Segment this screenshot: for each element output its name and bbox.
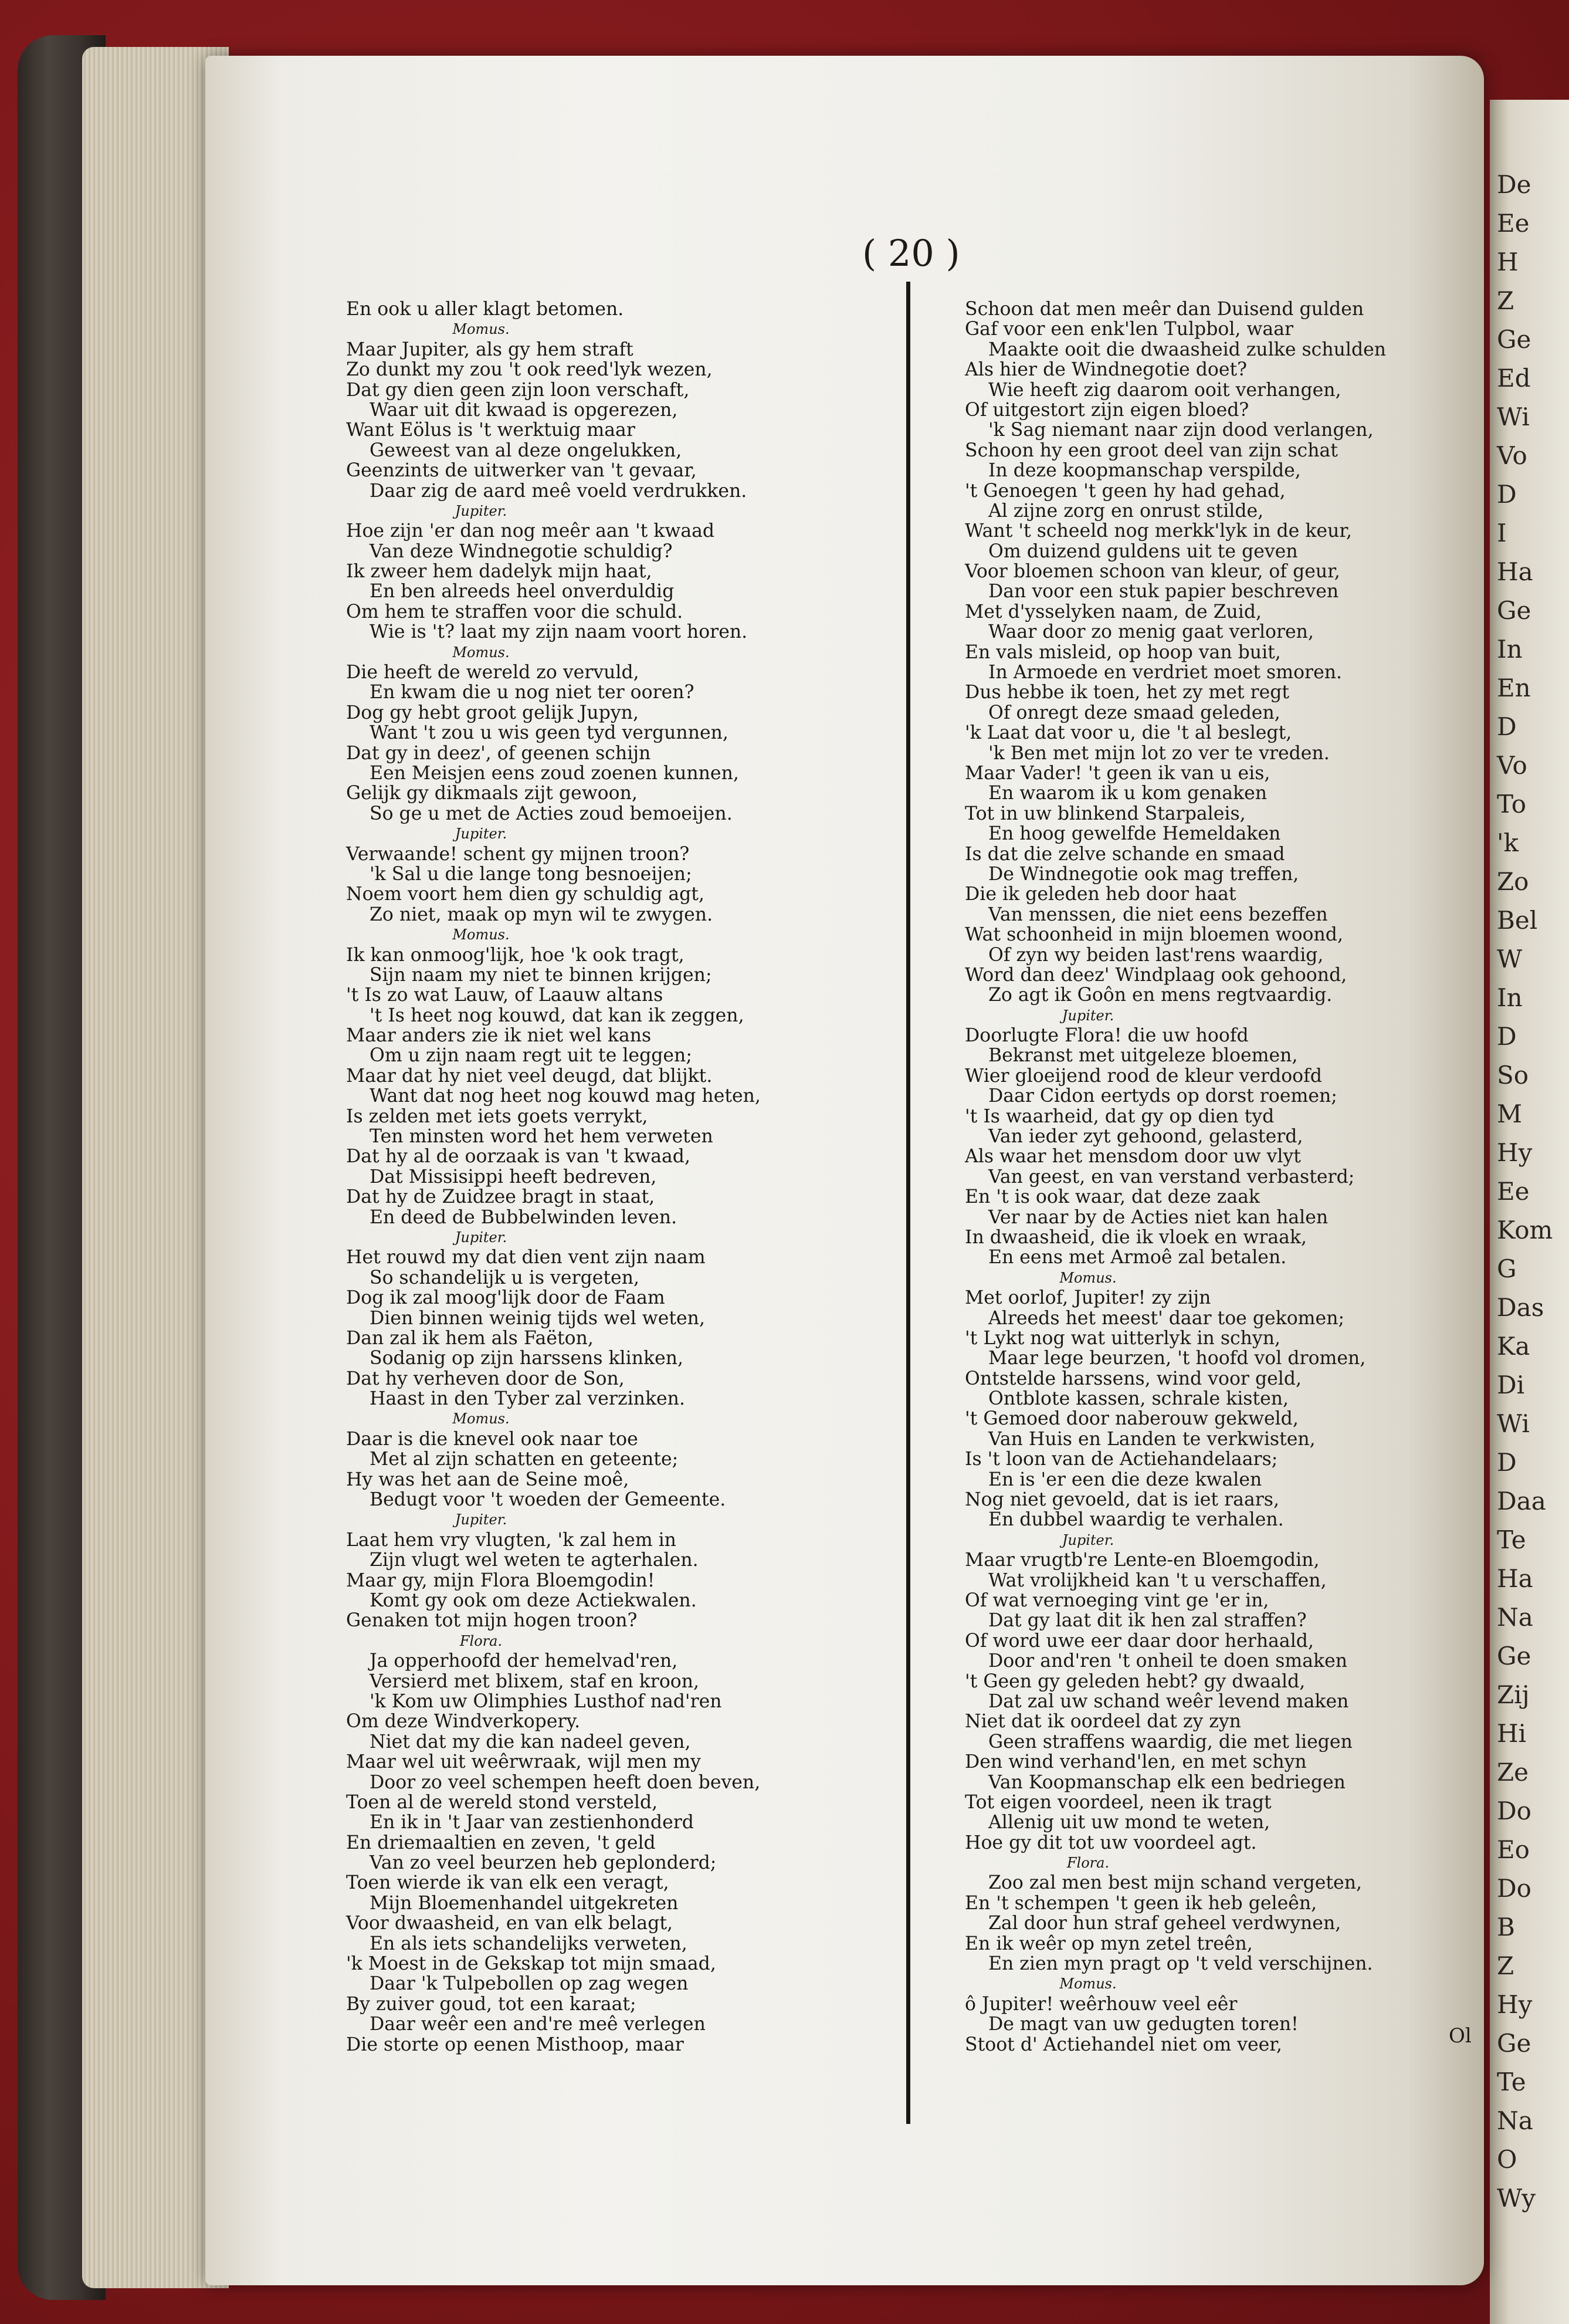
verse-line: Gaf voor een enk'len Tulpbol, waar xyxy=(965,319,1294,340)
verse-line: Nog niet gevoeld, dat is iet raars, xyxy=(965,1489,1279,1511)
verse-line: Maar vrugtb're Lente-en Bloemgodin, xyxy=(965,1550,1320,1571)
verse-line: Ten minsten word het hem verweten xyxy=(370,1126,713,1148)
facing-page-fragment: D xyxy=(1497,712,1517,741)
verse-line: Maar gy, mijn Flora Bloemgodin! xyxy=(346,1569,655,1591)
facing-page-fragment: Ze xyxy=(1497,1758,1529,1787)
verse-line: Maar anders zie ik niet wel kans xyxy=(346,1025,652,1047)
facing-page-fragment: Das xyxy=(1497,1293,1544,1322)
verse-line: Van deze Windnegotie schuldig? xyxy=(370,540,673,562)
verse-line: Van zo veel beurzen heb geplonderd; xyxy=(370,1852,717,1874)
facing-page-fragment: Ee xyxy=(1497,1177,1530,1206)
facing-page-fragment: So xyxy=(1497,1061,1529,1090)
verse-line: De magt van uw gedugten toren! xyxy=(988,2014,1299,2035)
verse-line: Dat hy de Zuidzee bragt in staat, xyxy=(346,1186,655,1208)
verse-line: En ik weêr op myn zetel treên, xyxy=(965,1933,1253,1954)
verse-line: Maar Vader! 't geen ik van u eis, xyxy=(965,762,1270,784)
facing-page-fragment: O xyxy=(1497,2145,1517,2174)
facing-page-fragment: To xyxy=(1497,790,1527,818)
facing-page-fragment: Hy xyxy=(1497,1138,1533,1167)
verse-line: 'k Laat dat voor u, die 't al beslegt, xyxy=(965,722,1292,744)
verse-line: En vals misleid, op hoop van buit, xyxy=(965,641,1281,663)
verse-line: Die storte op eenen Misthoop, maar xyxy=(346,2034,684,2055)
facing-page-fragment: 'k xyxy=(1497,828,1519,857)
facing-page-fragment: Vo xyxy=(1497,751,1527,780)
verse-line: Mijn Bloemenhandel uitgekreten xyxy=(370,1892,679,1914)
verse-line: En 't schempen 't geen ik heb geleên, xyxy=(965,1892,1317,1914)
verse-line: Laat hem vry vlugten, 'k zal hem in xyxy=(346,1529,676,1551)
verse-line: En hoog gewelfde Hemeldaken xyxy=(988,823,1281,845)
verse-line: Om duizend guldens uit te geven xyxy=(988,540,1298,562)
facing-page-fragment: Bel xyxy=(1497,906,1538,935)
verse-line: Geweest van al deze ongelukken, xyxy=(370,439,682,461)
verse-line: Want Eölus is 't werktuig maar xyxy=(346,420,635,441)
verse-line: Wie heeft zig daarom ooit verhangen, xyxy=(988,379,1341,401)
verse-line: En deed de Bubbelwinden leven. xyxy=(370,1206,677,1228)
verse-line: Dog ik zal moog'lijk door de Faam xyxy=(346,1287,665,1309)
facing-page-fragment: Ed xyxy=(1497,364,1531,393)
verse-line: Noem voort hem dien gy schuldig agt, xyxy=(346,884,704,905)
verse-line: Geen straffens waardig, die met liegen xyxy=(988,1731,1353,1753)
speaker-name: Jupiter. xyxy=(1062,1531,1114,1548)
facing-page-fragment: D xyxy=(1497,480,1517,509)
verse-line: De Windnegotie ook mag treffen, xyxy=(988,863,1299,885)
speaker-name: Jupiter. xyxy=(455,1511,507,1528)
verse-line: Dat zal uw schand weêr levend maken xyxy=(988,1690,1349,1712)
verse-line: Gelijk gy dikmaals zijt gewoon, xyxy=(346,783,638,804)
verse-line: Daar Cidon eertyds op dorst roemen; xyxy=(988,1085,1337,1107)
verse-line: Geenzints de uitwerker van 't gevaar, xyxy=(346,460,697,482)
verse-line: So ge u met de Acties zoud bemoeijen. xyxy=(370,803,733,824)
verse-line: En driemaaltien en zeven, 't geld xyxy=(346,1832,656,1853)
verse-line: Om u zijn naam regt uit te leggen; xyxy=(370,1045,692,1067)
verse-line: Ver naar by de Acties niet kan halen xyxy=(988,1206,1329,1228)
facing-page-fragment: Ge xyxy=(1497,596,1531,625)
facing-page-fragment: Zo xyxy=(1497,867,1529,896)
verse-line: Ontstelde harssens, wind voor geld, xyxy=(965,1368,1302,1389)
verse-line: Met oorlof, Jupiter! zy zijn xyxy=(965,1287,1211,1309)
verse-line: En zien myn pragt op 't veld verschijnen. xyxy=(988,1953,1373,1975)
verse-line: Dat gy in deez', of geenen schijn xyxy=(346,742,651,764)
verse-line: Alreeds het meest' daar toe gekomen; xyxy=(988,1307,1345,1329)
verse-line: Sijn naam my niet te binnen krijgen; xyxy=(370,964,712,986)
verse-line: Voor bloemen schoon van kleur, of geur, xyxy=(965,561,1340,583)
verse-line: Daar zig de aard meê voeld verdrukken. xyxy=(370,480,747,502)
verse-line: Of word uwe eer daar door herhaald, xyxy=(965,1630,1314,1652)
verse-line: Ontblote kassen, schrale kisten, xyxy=(988,1388,1289,1410)
verse-line: Haast in den Tyber zal verzinken. xyxy=(370,1388,685,1410)
facing-page-fragment: De xyxy=(1497,170,1531,199)
verse-line: 't Is heet nog kouwd, dat kan ik zeggen, xyxy=(370,1004,744,1026)
facing-page-fragment: G xyxy=(1497,1254,1517,1283)
verse-line: Door and'ren 't onheil te doen smaken xyxy=(988,1650,1348,1672)
verse-line: 't Geen gy geleden hebt? gy dwaald, xyxy=(965,1670,1306,1692)
speaker-name: Jupiter. xyxy=(455,826,507,843)
facing-page-fragment: Hy xyxy=(1497,1990,1533,2019)
facing-page-fragment: Daa xyxy=(1497,1487,1546,1515)
facing-page-fragment: Di xyxy=(1497,1371,1525,1399)
verse-line: Of zyn wy beiden last'rens waardig, xyxy=(988,944,1324,966)
facing-page-fragment: Eo xyxy=(1497,1835,1530,1864)
verse-line: Want dat nog heet nog kouwd mag heten, xyxy=(370,1085,761,1107)
verse-line: Dat Missisippi heeft bedreven, xyxy=(370,1166,657,1188)
facing-page-fragment: Vo xyxy=(1497,441,1527,470)
speaker-name: Momus. xyxy=(452,644,510,661)
verse-line: Maar dat hy niet veel deugd, dat blijkt. xyxy=(346,1065,713,1087)
verse-line: Den wind verhand'len, en met schyn xyxy=(965,1751,1307,1773)
verse-line: Zo dunkt my zou 't ook reed'lyk wezen, xyxy=(346,359,713,381)
verse-line: Dan zal ik hem als Faëton, xyxy=(346,1327,594,1349)
column-divider-rule xyxy=(906,282,910,2124)
verse-line: ô Jupiter! weêrhouw veel eêr xyxy=(965,1993,1238,2015)
verse-line: Dog gy hebt groot gelijk Jupyn, xyxy=(346,702,639,723)
speaker-name: Jupiter. xyxy=(455,1229,507,1246)
verse-line: Maar Jupiter, als gy hem straft xyxy=(346,339,633,360)
facing-page-fragment: Ka xyxy=(1497,1332,1530,1361)
verse-line: Wat vrolijkheid kan 't u verschaffen, xyxy=(988,1569,1327,1591)
verse-line: Niet dat my die kan nadeel geven, xyxy=(370,1731,691,1753)
facing-page-fragment: Z xyxy=(1497,286,1514,315)
facing-page-fragment: Do xyxy=(1497,1797,1531,1825)
verse-line: Schoon dat men meêr dan Duisend gulden xyxy=(965,299,1364,320)
verse-line: 'k Ben met mijn lot zo ver te vreden. xyxy=(988,742,1330,764)
catchword: Ol xyxy=(1449,2024,1472,2048)
verse-line: En 't is ook waar, dat deze zaak xyxy=(965,1186,1260,1208)
facing-page-fragment: In xyxy=(1497,983,1523,1012)
verse-line: 't Is zo wat Lauw, of Laauw altans xyxy=(346,985,663,1006)
verse-line: Dat hy verheven door de Son, xyxy=(346,1368,625,1389)
verse-line: Schoon hy een groot deel van zijn schat xyxy=(965,439,1338,461)
verse-line: En waarom ik u kom genaken xyxy=(988,783,1268,804)
verse-line: In deze koopmanschap verspilde, xyxy=(988,460,1301,482)
verse-line: So schandelijk u is vergeten, xyxy=(370,1267,639,1288)
verse-line: Van menssen, die niet eens bezeffen xyxy=(988,904,1328,925)
facing-page-fragment: D xyxy=(1497,1022,1517,1051)
verse-line: 't Is waarheid, dat gy op dien tyd xyxy=(965,1105,1275,1127)
verse-line: Waar uit dit kwaad is opgerezen, xyxy=(370,399,678,421)
verse-line: Daar weêr een and're meê verlegen xyxy=(370,2014,706,2035)
verse-line: Dat gy dien geen zijn loon verschaft, xyxy=(346,379,690,401)
facing-page-fragment: Wi xyxy=(1497,402,1530,431)
verse-line: En kwam die u nog niet ter ooren? xyxy=(370,682,694,703)
facing-page-fragment: Hi xyxy=(1497,1719,1527,1748)
verse-line: Als hier de Windnegotie doet? xyxy=(965,359,1248,381)
verse-line: By zuiver goud, tot een karaat; xyxy=(346,1993,636,2015)
verse-line: Komt gy ook om deze Actiekwalen. xyxy=(370,1590,697,1611)
facing-page-fragment: Ha xyxy=(1497,557,1533,586)
verse-line: Hoe zijn 'er dan nog meêr aan 't kwaad xyxy=(346,520,715,542)
verse-line: Is dat die zelve schande en smaad xyxy=(965,843,1285,865)
facing-page-fragment: Te xyxy=(1497,1525,1526,1554)
facing-page-fragment: Wy xyxy=(1497,2184,1536,2213)
verse-line: Zoo zal men best mijn schand vergeten, xyxy=(988,1872,1362,1894)
speaker-name: Jupiter. xyxy=(455,502,507,519)
verse-line: En ben alreeds heel onverduldig xyxy=(370,581,675,603)
verse-line: Is 't loon van de Actiehandelaars; xyxy=(965,1449,1278,1470)
facing-page-fragment: In xyxy=(1497,635,1523,664)
page-number: ( 20 ) xyxy=(862,232,960,275)
verse-line: Als waar het mensdom door uw vlyt xyxy=(965,1146,1301,1168)
verse-line: Waar door zo menig gaat verloren, xyxy=(988,621,1314,643)
facing-page-fragment: W xyxy=(1497,945,1523,973)
verse-line: Die ik geleden heb door haat xyxy=(965,884,1236,905)
facing-page-fragment: Z xyxy=(1497,1951,1514,1980)
verse-line: Doorlugte Flora! die uw hoofd xyxy=(965,1025,1249,1047)
verse-line: Tot in uw blinkend Starpaleis, xyxy=(965,803,1246,824)
facing-page-fragment: En xyxy=(1497,674,1531,702)
speaker-name: Jupiter. xyxy=(1062,1007,1114,1024)
verse-line: Is zelden met iets goets verrykt, xyxy=(346,1105,648,1127)
verse-line: Ik zweer hem dadelyk mijn haat, xyxy=(346,561,652,583)
verse-line: Tot eigen voordeel, neen ik tragt xyxy=(965,1791,1272,1813)
verse-line: Van ieder zyt gehoond, gelasterd, xyxy=(988,1126,1303,1148)
verse-line: 't Gemoed door naberouw gekweld, xyxy=(965,1408,1299,1430)
verse-line: Zijn vlugt wel weten te agterhalen. xyxy=(370,1550,699,1571)
verse-line: In Armoede en verdriet moet smoren. xyxy=(988,662,1343,684)
verse-line: In dwaasheid, die ik vloek en wraak, xyxy=(965,1226,1307,1248)
left-column xyxy=(346,299,897,2055)
facing-page-fragment: Ge xyxy=(1497,1642,1531,1670)
facing-page-fragment: Ge xyxy=(1497,2029,1531,2058)
speaker-name: Flora. xyxy=(1066,1855,1110,1872)
speaker-name: Momus. xyxy=(1059,1975,1117,1993)
verse-line: Of onregt deze smaad geleden, xyxy=(988,702,1280,723)
verse-line: 'k Sag niemant naar zijn dood verlangen, xyxy=(988,420,1374,441)
verse-line: Bedugt voor 't woeden der Gemeente. xyxy=(370,1489,726,1511)
verse-line: Niet dat ik oordeel dat zy zyn xyxy=(965,1711,1241,1733)
verse-line: 'k Moest in de Gekskap tot mijn smaad, xyxy=(346,1953,716,1975)
verse-line: Van geest, en van verstand verbasterd; xyxy=(988,1166,1355,1188)
facing-page-fragment: Do xyxy=(1497,1874,1531,1903)
facing-page xyxy=(1490,100,1569,2324)
verse-line: 't Lykt nog wat uitterlyk in schyn, xyxy=(965,1327,1281,1349)
verse-line: Met d'ysselyken naam, de Zuid, xyxy=(965,601,1262,623)
verse-line: Ik kan onmoog'lijk, hoe 'k ook tragt, xyxy=(346,944,684,966)
facing-page-fragment: B xyxy=(1497,1913,1515,1941)
verse-line: En ik in 't Jaar van zestienhonderd xyxy=(370,1812,694,1834)
verse-line: Versierd met blixem, staf en kroon, xyxy=(370,1670,700,1692)
verse-line: En ook u aller klagt betomen. xyxy=(346,299,624,320)
verse-line: 't Genoegen 't geen hy had gehad, xyxy=(965,480,1286,502)
verse-line: Dat hy al de oorzaak is van 't kwaad, xyxy=(346,1146,690,1168)
verse-line: Dat gy laat dit ik hen zal straffen? xyxy=(988,1610,1307,1632)
facing-page-fragment: I xyxy=(1497,519,1507,547)
speaker-name: Momus. xyxy=(452,926,510,943)
verse-line: Toen wierde ik van elk een veragt, xyxy=(346,1872,669,1894)
facing-page-fragment: Na xyxy=(1497,1603,1533,1632)
verse-line: Want 't scheeld nog merkk'lyk in de keur, xyxy=(965,520,1352,542)
verse-line: Of uitgestort zijn eigen bloed? xyxy=(965,399,1249,421)
verse-line: Van Huis en Landen te verkwisten, xyxy=(988,1428,1316,1450)
verse-line: En dubbel waardig te verhalen. xyxy=(988,1509,1284,1531)
verse-line: Sodanig op zijn harssens klinken, xyxy=(370,1348,684,1369)
verse-line: Daar 'k Tulpebollen op zag wegen xyxy=(370,1973,689,1995)
facing-page-fragment: Ee xyxy=(1497,209,1530,238)
verse-line: 'k Sal u die lange tong besnoeijen; xyxy=(370,863,692,885)
verse-line: Stoot d' Actiehandel niet om veer, xyxy=(965,2034,1282,2055)
verse-line: Zo niet, maak op myn wil te zwygen. xyxy=(370,904,713,925)
verse-line: Al zijne zorg en onrust stilde, xyxy=(988,500,1264,522)
verse-line: Door zo veel schempen heeft doen beven, xyxy=(370,1771,761,1793)
verse-line: Maar lege beurzen, 't hoofd vol dromen, xyxy=(988,1348,1366,1369)
facing-page-fragment: D xyxy=(1497,1448,1517,1477)
verse-line: Wie is 't? laat my zijn naam voort horen. xyxy=(370,621,748,643)
verse-line: Zal door hun straf geheel verdwynen, xyxy=(988,1913,1341,1934)
verse-line: 'k Kom uw Olimphies Lusthof nad'ren xyxy=(370,1690,722,1712)
verse-line: Want 't zou u wis geen tyd vergunnen, xyxy=(370,722,728,744)
verse-line: Dien binnen weinig tijds wel weten, xyxy=(370,1307,705,1329)
verse-line: Hy was het aan de Seine moê, xyxy=(346,1469,629,1490)
verse-line: Om hem te straffen voor die schuld. xyxy=(346,601,683,623)
speaker-name: Flora. xyxy=(459,1632,503,1649)
facing-page-fragment: Ha xyxy=(1497,1564,1533,1593)
verse-line: Hoe gy dit tot uw voordeel agt. xyxy=(965,1832,1257,1853)
verse-line: En als iets schandelijks verweten, xyxy=(370,1933,687,1954)
facing-page-fragment: Ge xyxy=(1497,325,1531,354)
speaker-name: Momus. xyxy=(452,321,510,338)
verse-line: Ja opperhoofd der hemelvad'ren, xyxy=(370,1650,678,1672)
verse-line: Verwaande! schent gy mijnen troon? xyxy=(346,843,690,865)
verse-line: Die heeft de wereld zo vervuld, xyxy=(346,662,639,684)
verse-line: Dus hebbe ik toen, het zy met regt xyxy=(965,682,1290,703)
facing-page-fragment: Kom xyxy=(1497,1216,1553,1244)
facing-page-fragment: Zij xyxy=(1497,1680,1530,1709)
right-column xyxy=(965,299,1446,2055)
verse-line: Het rouwd my dat dien vent zijn naam xyxy=(346,1247,706,1268)
verse-line: Zo agt ik Goôn en mens regtvaardig. xyxy=(988,985,1333,1006)
verse-line: Dan voor een stuk papier beschreven xyxy=(988,581,1339,603)
verse-line: Maakte ooit die dwaasheid zulke schulden xyxy=(988,339,1387,360)
verse-line: Met al zijn schatten en geteente; xyxy=(370,1449,679,1470)
facing-page-fragment: H xyxy=(1497,248,1519,276)
facing-page-fragment: Te xyxy=(1497,2068,1526,2096)
verse-line: Genaken tot mijn hogen troon? xyxy=(346,1610,638,1632)
verse-line: Een Meisjen eens zoud zoenen kunnen, xyxy=(370,762,739,784)
verse-line: Daar is die knevel ook naar toe xyxy=(346,1428,638,1450)
verse-line: Voor dwaasheid, en van elk belagt, xyxy=(346,1913,673,1934)
verse-line: Allenig uit uw mond te weten, xyxy=(988,1812,1270,1834)
facing-page-fragment: Na xyxy=(1497,2106,1533,2135)
verse-line: Wat schoonheid in mijn bloemen woond, xyxy=(965,924,1343,946)
speaker-name: Momus. xyxy=(452,1410,510,1427)
verse-line: Maar wel uit weêrwraak, wijl men my xyxy=(346,1751,701,1773)
verse-line: En eens met Armoê zal betalen. xyxy=(988,1247,1287,1268)
verse-line: Word dan deez' Windplaag ook gehoond, xyxy=(965,964,1347,986)
verse-line: Bekranst met uitgeleze bloemen, xyxy=(988,1045,1298,1067)
verse-line: Toen al de wereld stond versteld, xyxy=(346,1791,658,1813)
verse-line: Van Koopmanschap elk een bedriegen xyxy=(988,1771,1346,1793)
facing-page-fragment: Wi xyxy=(1497,1409,1530,1438)
verse-line: En is 'er een die deze kwalen xyxy=(988,1469,1262,1490)
verse-line: Of wat vernoeging vint ge 'er in, xyxy=(965,1590,1269,1611)
facing-page-fragment: M xyxy=(1497,1100,1523,1128)
verse-line: Om deze Windverkopery. xyxy=(346,1711,581,1733)
speaker-name: Momus. xyxy=(1059,1269,1117,1286)
verse-line: Wier gloeijend rood de kleur verdoofd xyxy=(965,1065,1322,1087)
